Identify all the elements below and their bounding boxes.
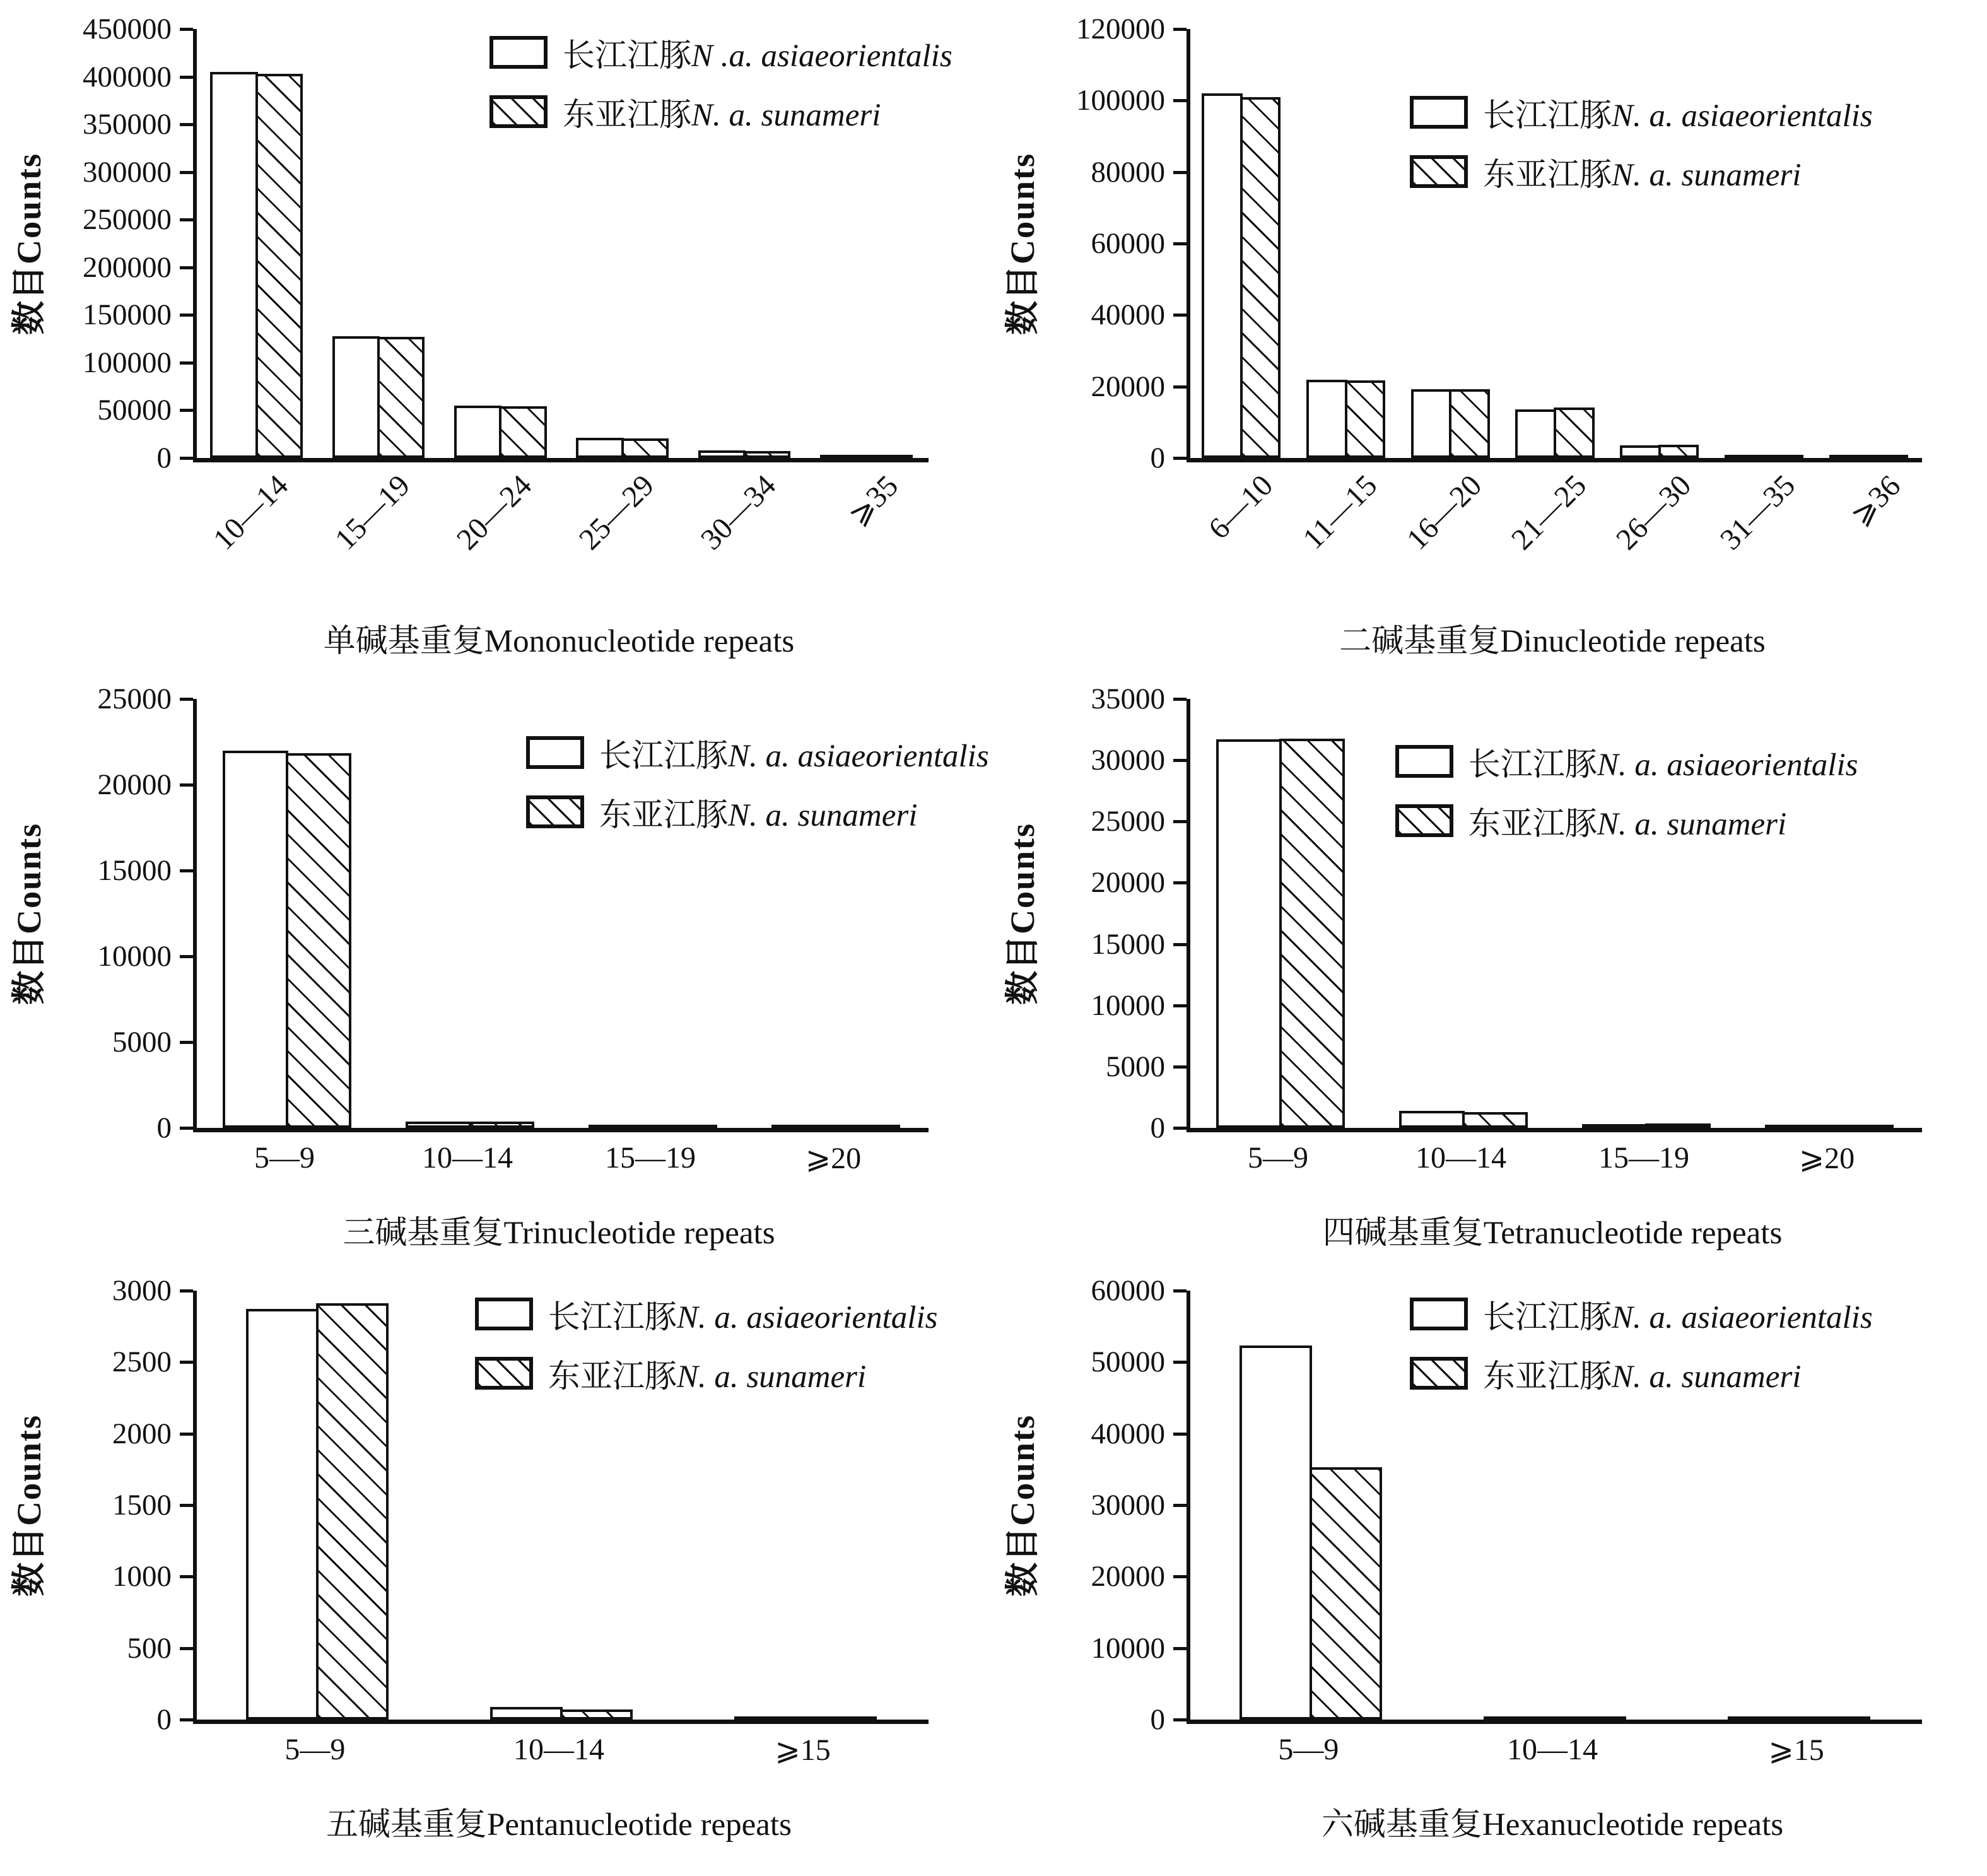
y-tick-mark bbox=[180, 1289, 193, 1293]
x-tick-label: 10—14 bbox=[1416, 1141, 1506, 1175]
bar-asiaeorientalis bbox=[332, 336, 380, 458]
x-tick-label: 10—14 bbox=[422, 1141, 513, 1175]
x-axis-title: 四碱基重复Tetranucleotide repeats bbox=[1322, 1216, 1783, 1251]
legend-item bbox=[475, 1350, 938, 1397]
bar-sunameri bbox=[1658, 445, 1699, 458]
plot-area bbox=[1187, 1291, 1922, 1724]
y-tick-mark bbox=[180, 76, 193, 79]
y-tick-mark bbox=[180, 314, 193, 317]
legend-item bbox=[1410, 1350, 1873, 1397]
bar-asiaeorientalis bbox=[223, 751, 288, 1128]
panel-dinucleotide bbox=[994, 8, 1987, 661]
bar-sunameri bbox=[1345, 380, 1386, 458]
y-tick-label: 450000 bbox=[83, 13, 172, 45]
legend bbox=[1410, 1291, 1873, 1397]
bar-asiaeorientalis bbox=[406, 1122, 471, 1128]
legend bbox=[1395, 738, 1858, 844]
y-tick-label: 40000 bbox=[1091, 1417, 1165, 1450]
bar-asiaeorientalis bbox=[490, 1707, 563, 1720]
y-axis-title: 数目Counts bbox=[10, 1414, 49, 1597]
legend-item bbox=[1410, 1291, 1873, 1337]
x-tick-label: 5—9 bbox=[284, 1733, 346, 1766]
x-tick-label: 11—15 bbox=[1296, 468, 1384, 556]
bar-asiaeorientalis bbox=[246, 1309, 319, 1720]
y-tick-label: 150000 bbox=[83, 298, 172, 332]
bar-asiaeorientalis bbox=[210, 72, 257, 458]
y-tick-mark bbox=[1173, 1504, 1187, 1507]
y-tick-label: 60000 bbox=[1091, 1274, 1165, 1307]
y-tick-mark bbox=[1173, 171, 1187, 174]
y-tick-mark bbox=[180, 457, 193, 460]
legend-label: 东亚江豚N. a. sunameri bbox=[1468, 807, 1787, 842]
legend-item bbox=[489, 29, 952, 76]
y-tick-mark bbox=[1173, 1289, 1187, 1293]
legend-label: 长江江豚N. a. asiaeorientalis bbox=[1483, 1300, 1873, 1335]
x-axis-tick-labels bbox=[193, 1128, 925, 1192]
legend-item bbox=[475, 1291, 938, 1337]
y-tick-mark bbox=[1173, 943, 1187, 946]
x-tick-label: 30—34 bbox=[694, 468, 783, 557]
hatched-bar-swatch-icon bbox=[489, 95, 548, 128]
legend-label: 东亚江豚N. a. sunameri bbox=[599, 798, 918, 833]
x-tick-label: 5—9 bbox=[254, 1141, 315, 1175]
y-tick-mark bbox=[180, 171, 193, 174]
bar-asiaeorientalis bbox=[454, 406, 501, 458]
y-tick-mark bbox=[180, 409, 193, 412]
bar-asiaeorientalis bbox=[1620, 445, 1661, 458]
y-tick-label: 15000 bbox=[1091, 927, 1165, 961]
bar-sunameri bbox=[469, 1122, 534, 1128]
y-tick-label: 0 bbox=[156, 1111, 172, 1144]
legend-label: 长江江豚N .a. asiaeorientalis bbox=[563, 38, 952, 74]
y-tick-label: 100000 bbox=[1076, 84, 1165, 117]
y-tick-label: 100000 bbox=[83, 346, 172, 379]
x-axis-title: 单碱基重复Mononucleotide repeats bbox=[323, 624, 795, 659]
plot-area bbox=[193, 1291, 938, 1724]
y-axis-title: 数目Counts bbox=[1004, 152, 1042, 335]
x-tick-label: 5—9 bbox=[1278, 1733, 1339, 1766]
legend-item bbox=[1395, 797, 1858, 844]
bar-asiaeorientalis bbox=[1202, 93, 1243, 458]
y-tick-mark bbox=[1173, 28, 1187, 31]
y-tick-label: 50000 bbox=[1091, 1345, 1165, 1379]
legend bbox=[526, 729, 989, 835]
y-tick-label: 5000 bbox=[112, 1026, 172, 1058]
y-tick-label: 80000 bbox=[1091, 155, 1165, 189]
x-axis-tick-labels bbox=[1187, 1720, 1918, 1784]
y-tick-mark bbox=[180, 218, 193, 221]
panel-trinucleotide bbox=[0, 677, 994, 1253]
y-tick-label: 25000 bbox=[97, 683, 172, 715]
y-tick-label: 20000 bbox=[1091, 1560, 1165, 1593]
bar-asiaeorientalis bbox=[698, 450, 746, 458]
y-tick-mark bbox=[1173, 1433, 1187, 1436]
y-tick-label: 30000 bbox=[1091, 744, 1165, 777]
y-tick-mark bbox=[1173, 759, 1187, 762]
y-tick-label: 0 bbox=[1150, 442, 1165, 474]
y-axis-tick-labels bbox=[1046, 13, 1187, 474]
y-tick-mark bbox=[1173, 881, 1187, 884]
y-tick-label: 500 bbox=[127, 1631, 172, 1665]
y-axis-tick-labels bbox=[1046, 683, 1187, 1144]
x-axis-tick-labels bbox=[1187, 458, 1918, 601]
x-axis-tick-labels bbox=[193, 458, 925, 601]
x-tick-label: 31—35 bbox=[1714, 468, 1802, 557]
x-tick-label: ⩾35 bbox=[841, 469, 905, 532]
x-tick-label: 20—24 bbox=[450, 468, 539, 557]
y-tick-label: 5000 bbox=[1106, 1050, 1165, 1083]
y-tick-mark bbox=[1173, 1647, 1187, 1650]
y-axis-title: 数目Counts bbox=[10, 152, 49, 335]
y-tick-label: 350000 bbox=[83, 108, 172, 141]
legend-label: 长江江豚N. a. asiaeorientalis bbox=[548, 1300, 938, 1335]
open-bar-swatch-icon bbox=[526, 736, 584, 769]
x-tick-label: 16—20 bbox=[1400, 468, 1489, 557]
y-tick-label: 20000 bbox=[1091, 370, 1165, 403]
bar-asiaeorientalis bbox=[1399, 1111, 1465, 1128]
y-tick-mark bbox=[180, 361, 193, 365]
legend-label: 东亚江豚N. a. sunameri bbox=[1483, 1359, 1802, 1395]
x-axis-tick-labels bbox=[193, 1720, 925, 1784]
y-tick-mark bbox=[180, 1647, 193, 1650]
legend-item bbox=[1410, 89, 1873, 136]
bar-sunameri bbox=[743, 451, 790, 458]
y-axis-tick-labels bbox=[1046, 1274, 1187, 1736]
legend bbox=[1410, 89, 1873, 195]
y-tick-label: 60000 bbox=[1091, 227, 1165, 260]
y-tick-label: 10000 bbox=[1091, 1631, 1165, 1665]
y-tick-mark bbox=[1173, 99, 1187, 102]
legend-label: 长江江豚N. a. asiaeorientalis bbox=[1483, 98, 1873, 134]
y-tick-mark bbox=[1173, 314, 1187, 317]
bar-sunameri bbox=[1310, 1467, 1382, 1720]
y-axis-title: 数目Counts bbox=[1004, 1414, 1042, 1597]
y-tick-mark bbox=[1173, 1127, 1187, 1130]
y-tick-label: 40000 bbox=[1091, 298, 1165, 332]
x-axis-title: 五碱基重复Pentanucleotide repeats bbox=[326, 1807, 792, 1843]
y-axis-title: 数目Counts bbox=[10, 822, 49, 1005]
x-tick-label: 10—14 bbox=[513, 1733, 604, 1766]
bar-asiaeorientalis bbox=[1515, 409, 1556, 458]
legend-item bbox=[1410, 148, 1873, 195]
y-tick-mark bbox=[1173, 698, 1187, 701]
legend-label: 东亚江豚N. a. sunameri bbox=[548, 1359, 867, 1395]
bar-sunameri bbox=[1462, 1112, 1528, 1128]
hatched-bar-swatch-icon bbox=[1410, 1357, 1468, 1390]
legend bbox=[489, 29, 952, 135]
plot-area bbox=[1187, 699, 1922, 1132]
panel-mononucleotide bbox=[0, 8, 994, 661]
bar-asiaeorientalis bbox=[1411, 389, 1452, 458]
bar-sunameri bbox=[560, 1709, 633, 1720]
x-axis-title: 三碱基重复Trinucleotide repeats bbox=[343, 1216, 775, 1251]
legend bbox=[475, 1291, 938, 1397]
y-tick-mark bbox=[180, 1041, 193, 1044]
x-axis-title: 六碱基重复Hexanucleotide repeats bbox=[1321, 1807, 1784, 1843]
x-tick-label: ⩾20 bbox=[1798, 1142, 1855, 1175]
bar-asiaeorientalis bbox=[1240, 1345, 1312, 1720]
x-tick-label: 25—29 bbox=[572, 468, 660, 557]
bar-sunameri bbox=[1279, 739, 1345, 1128]
y-tick-label: 20000 bbox=[97, 768, 172, 801]
bar-asiaeorientalis bbox=[1216, 739, 1282, 1128]
legend-label: 东亚江豚N. a. sunameri bbox=[563, 98, 881, 133]
y-tick-label: 10000 bbox=[1091, 988, 1165, 1022]
y-axis-tick-labels bbox=[53, 1274, 193, 1736]
y-tick-label: 400000 bbox=[83, 60, 172, 93]
bar-sunameri bbox=[499, 406, 546, 458]
legend-item bbox=[526, 789, 989, 835]
x-tick-label: 6—10 bbox=[1202, 468, 1280, 546]
y-tick-label: 200000 bbox=[83, 250, 172, 284]
y-tick-label: 20000 bbox=[1091, 866, 1165, 900]
y-axis-tick-labels bbox=[53, 13, 193, 474]
y-tick-mark bbox=[180, 266, 193, 269]
y-tick-label: 0 bbox=[156, 442, 172, 474]
y-tick-mark bbox=[180, 123, 193, 126]
y-tick-mark bbox=[180, 28, 193, 31]
open-bar-swatch-icon bbox=[475, 1298, 533, 1330]
legend-label: 长江江豚N. a. asiaeorientalis bbox=[599, 739, 989, 774]
y-tick-mark bbox=[180, 1127, 193, 1130]
y-tick-label: 1000 bbox=[112, 1560, 172, 1593]
x-tick-label: ⩾36 bbox=[1844, 469, 1908, 532]
panel-pentanucleotide bbox=[0, 1269, 994, 1844]
y-tick-mark bbox=[1173, 1065, 1187, 1069]
y-tick-label: 1500 bbox=[112, 1489, 172, 1521]
bar-sunameri bbox=[621, 438, 669, 458]
bar-sunameri bbox=[1645, 1123, 1711, 1128]
y-tick-mark bbox=[1173, 457, 1187, 460]
y-tick-label: 120000 bbox=[1076, 13, 1165, 45]
legend-item bbox=[489, 88, 952, 135]
open-bar-swatch-icon bbox=[1410, 1298, 1468, 1330]
legend-item bbox=[1395, 738, 1858, 785]
bar-sunameri bbox=[377, 337, 425, 458]
y-tick-mark bbox=[180, 869, 193, 872]
y-tick-mark bbox=[1173, 1575, 1187, 1578]
y-tick-mark bbox=[1173, 242, 1187, 245]
y-tick-label: 0 bbox=[1150, 1111, 1165, 1144]
x-tick-label: ⩾15 bbox=[775, 1733, 831, 1767]
y-tick-mark bbox=[180, 783, 193, 787]
bar-sunameri bbox=[255, 74, 303, 458]
open-bar-swatch-icon bbox=[1410, 96, 1468, 129]
bar-sunameri bbox=[316, 1303, 389, 1720]
x-tick-label: 21—25 bbox=[1504, 468, 1593, 557]
x-tick-label: 15—19 bbox=[605, 1141, 696, 1175]
plot-area bbox=[1187, 29, 1922, 462]
y-tick-mark bbox=[1173, 1718, 1187, 1721]
y-tick-mark bbox=[180, 1718, 193, 1721]
y-tick-label: 3000 bbox=[112, 1274, 172, 1307]
panel-tetranucleotide bbox=[994, 677, 1987, 1253]
bar-asiaeorientalis bbox=[576, 438, 623, 458]
hatched-bar-swatch-icon bbox=[1410, 155, 1468, 188]
x-axis-tick-labels bbox=[1187, 1128, 1918, 1192]
y-tick-label: 25000 bbox=[1091, 805, 1165, 838]
y-tick-mark bbox=[180, 1575, 193, 1578]
y-axis-title: 数目Counts bbox=[1004, 822, 1042, 1005]
x-tick-label: 10—14 bbox=[1507, 1733, 1598, 1766]
y-tick-mark bbox=[1173, 1361, 1187, 1364]
x-tick-label: 26—30 bbox=[1609, 468, 1697, 557]
x-tick-label: 15—19 bbox=[1598, 1141, 1689, 1175]
plot-area bbox=[193, 29, 952, 462]
x-tick-label: 10—14 bbox=[206, 468, 295, 557]
x-tick-label: 15—19 bbox=[328, 468, 417, 557]
x-tick-label: ⩾20 bbox=[805, 1142, 862, 1175]
legend-label: 东亚江豚N. a. sunameri bbox=[1483, 158, 1802, 193]
bar-sunameri bbox=[1554, 407, 1595, 458]
y-tick-mark bbox=[1173, 820, 1187, 823]
bar-asiaeorientalis bbox=[1306, 380, 1347, 458]
x-axis-title: 二碱基重复Dinucleotide repeats bbox=[1339, 624, 1766, 659]
y-axis-tick-labels bbox=[53, 683, 193, 1144]
y-tick-label: 0 bbox=[1150, 1703, 1165, 1736]
y-tick-mark bbox=[180, 698, 193, 701]
bar-sunameri bbox=[286, 753, 351, 1128]
y-tick-label: 250000 bbox=[83, 203, 172, 237]
bar-sunameri bbox=[1449, 389, 1490, 458]
legend-item bbox=[526, 729, 989, 776]
y-tick-label: 30000 bbox=[1091, 1489, 1165, 1521]
y-tick-label: 10000 bbox=[97, 940, 172, 973]
x-tick-label: 5—9 bbox=[1248, 1141, 1308, 1175]
y-tick-mark bbox=[1173, 1004, 1187, 1007]
y-tick-mark bbox=[1173, 385, 1187, 389]
x-tick-label: ⩾15 bbox=[1768, 1733, 1824, 1767]
y-tick-label: 0 bbox=[156, 1703, 172, 1736]
y-tick-label: 50000 bbox=[97, 394, 172, 427]
bar-sunameri bbox=[1240, 97, 1281, 458]
hatched-bar-swatch-icon bbox=[526, 795, 584, 828]
y-tick-label: 2000 bbox=[112, 1417, 172, 1450]
open-bar-swatch-icon bbox=[489, 36, 548, 69]
plot-area bbox=[193, 699, 989, 1132]
y-tick-label: 35000 bbox=[1091, 683, 1165, 715]
y-tick-label: 15000 bbox=[97, 854, 172, 887]
hatched-bar-swatch-icon bbox=[1395, 804, 1453, 837]
y-tick-mark bbox=[180, 1504, 193, 1507]
y-tick-mark bbox=[180, 955, 193, 958]
hatched-bar-swatch-icon bbox=[475, 1357, 533, 1390]
open-bar-swatch-icon bbox=[1395, 745, 1453, 778]
y-tick-label: 2500 bbox=[112, 1345, 172, 1379]
y-tick-mark bbox=[180, 1433, 193, 1436]
legend-label: 长江江豚N. a. asiaeorientalis bbox=[1468, 747, 1858, 783]
y-tick-mark bbox=[180, 1361, 193, 1364]
panel-hexanucleotide bbox=[994, 1269, 1987, 1844]
y-tick-label: 300000 bbox=[83, 155, 172, 189]
